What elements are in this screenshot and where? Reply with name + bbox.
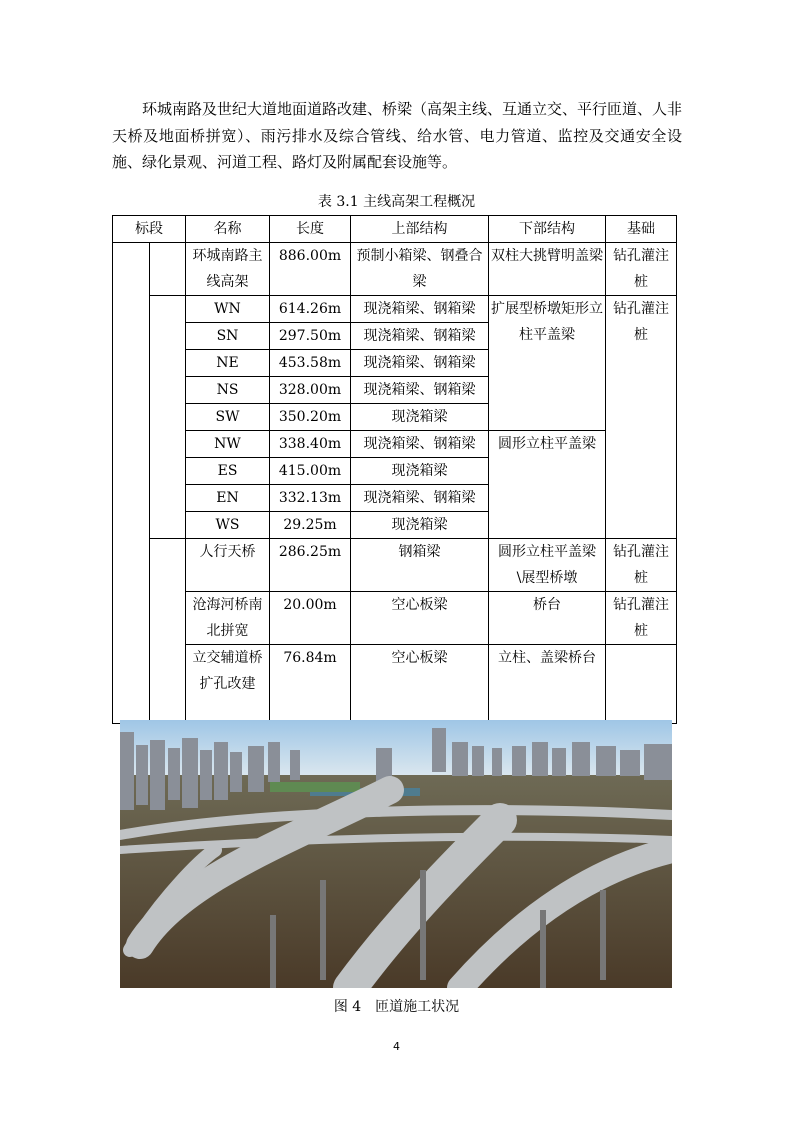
subsection-cell — [150, 243, 186, 296]
cell-name: SN — [186, 323, 270, 350]
table-row — [113, 645, 677, 724]
cell-name: 人行天桥 — [186, 539, 270, 592]
cell-name: WN — [186, 296, 270, 323]
cell-length: 76.84m — [270, 645, 351, 724]
cell-length: 886.00m — [270, 243, 351, 296]
cell-length: 29.25m — [270, 512, 351, 539]
cell-foundation — [606, 645, 677, 724]
cell-length: 20.00m — [270, 592, 351, 645]
figure-caption: 图 4 匝道施工状况 — [333, 999, 460, 1015]
cell-super: 现浇箱梁、钢箱梁 — [351, 431, 489, 458]
cell-name: NW — [186, 431, 270, 458]
cell-length: 350.20m — [270, 404, 351, 431]
cell-super: 现浇箱梁 — [351, 404, 489, 431]
subsection-cell — [150, 296, 186, 539]
subsection-cell — [150, 539, 186, 724]
section-cell — [113, 243, 150, 724]
cell-super: 现浇箱梁、钢箱梁 — [351, 485, 489, 512]
header-substructure: 下部结构 — [489, 216, 606, 243]
cell-name: 立交辅道桥扩孔改建 — [186, 645, 270, 724]
header-section: 标段 — [113, 216, 186, 243]
cell-super: 空心板梁 — [351, 645, 489, 724]
cell-name: EN — [186, 485, 270, 512]
page-number: 4 — [393, 1040, 400, 1053]
table-row — [113, 296, 677, 323]
cell-length: 286.25m — [270, 539, 351, 592]
cell-sub: 桥台 — [489, 592, 606, 645]
cell-sub: 立柱、盖梁桥台 — [489, 645, 606, 724]
cell-name: NE — [186, 350, 270, 377]
cell-name: WS — [186, 512, 270, 539]
cell-length: 415.00m — [270, 458, 351, 485]
cell-foundation: 钻孔灌注桩 — [606, 539, 677, 592]
cell-foundation: 钻孔灌注桩 — [606, 243, 677, 296]
cell-name: 环城南路主线高架 — [186, 243, 270, 296]
cell-name: NS — [186, 377, 270, 404]
cell-sub-ramps-1: 扩展型桥墩矩形立柱平盖梁 — [489, 296, 606, 431]
cell-length: 332.13m — [270, 485, 351, 512]
table-row — [113, 431, 677, 458]
cell-length: 453.58m — [270, 350, 351, 377]
table-row — [113, 539, 677, 592]
interchange-photo — [120, 720, 672, 988]
cell-super: 预制小箱梁、钢叠合梁 — [351, 243, 489, 296]
cell-super: 现浇箱梁 — [351, 458, 489, 485]
cell-sub-ramps-2: 圆形立柱平盖梁 — [489, 431, 606, 539]
cell-super: 现浇箱梁 — [351, 512, 489, 539]
cell-foundation-ramps: 钻孔灌注桩 — [606, 296, 677, 539]
cell-sub: 圆形立柱平盖梁\展型桥墩 — [489, 539, 606, 592]
header-name: 名称 — [186, 216, 270, 243]
cell-super: 空心板梁 — [351, 592, 489, 645]
cell-name: ES — [186, 458, 270, 485]
cell-super: 现浇箱梁、钢箱梁 — [351, 296, 489, 323]
cell-super: 现浇箱梁、钢箱梁 — [351, 350, 489, 377]
cell-name: 沧海河桥南北拼宽 — [186, 592, 270, 645]
cell-super: 钢箱梁 — [351, 539, 489, 592]
spec-table — [112, 215, 677, 724]
table-caption: 表 3.1 主线高架工程概况 — [317, 194, 476, 210]
cell-sub: 双柱大挑臂明盖梁 — [489, 243, 606, 296]
cell-super: 现浇箱梁、钢箱梁 — [351, 323, 489, 350]
cell-length: 328.00m — [270, 377, 351, 404]
table-row — [113, 243, 677, 296]
cell-foundation: 钻孔灌注桩 — [606, 592, 677, 645]
header-superstructure: 上部结构 — [351, 216, 489, 243]
cell-length: 297.50m — [270, 323, 351, 350]
header-length: 长度 — [270, 216, 351, 243]
cell-name: SW — [186, 404, 270, 431]
table-header-row — [113, 216, 677, 243]
table-row — [113, 592, 677, 645]
cell-length: 614.26m — [270, 296, 351, 323]
cell-super: 现浇箱梁、钢箱梁 — [351, 377, 489, 404]
cell-length: 338.40m — [270, 431, 351, 458]
header-foundation: 基础 — [606, 216, 677, 243]
intro-paragraph: 环城南路及世纪大道地面道路改建、桥梁（高架主线、互通立交、平行匝道、人非天桥及地面桥拼宽）、雨污排水及综合管线、给水管、电力管道、监控及交通安全设施、绿化景观、河道工程、路灯及附属配套设施等。 — [112, 100, 683, 171]
